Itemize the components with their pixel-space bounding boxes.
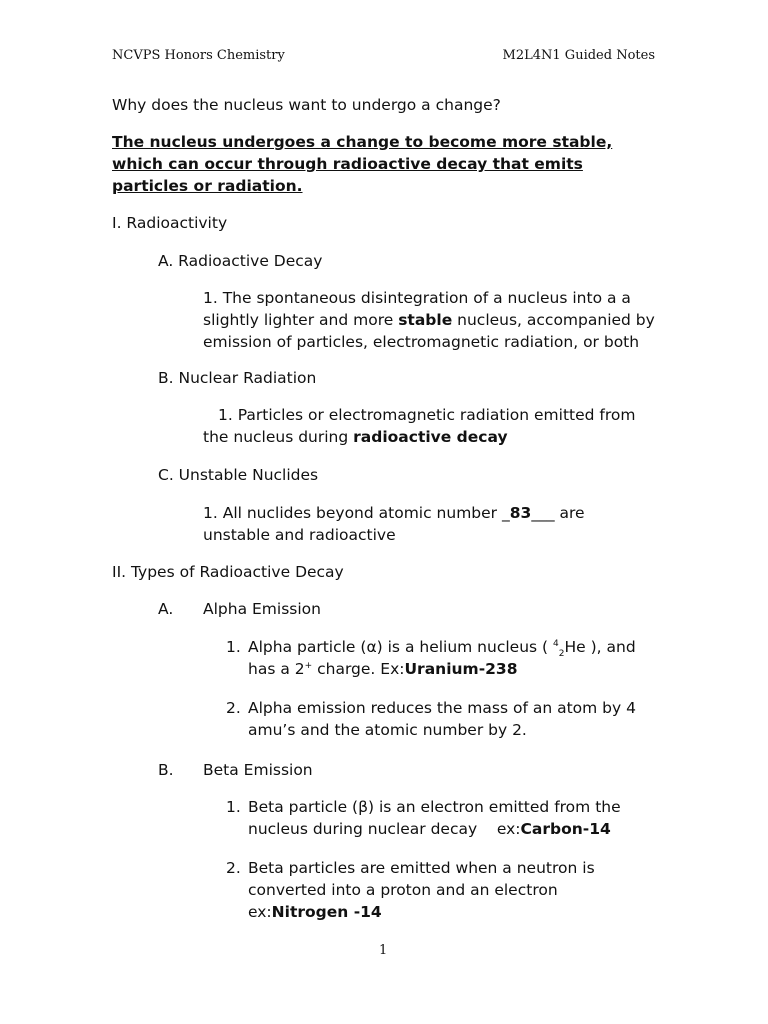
helium-notation: $^4_2$He xyxy=(553,638,586,660)
keyword: stable xyxy=(398,311,453,329)
subsection-label: B. xyxy=(158,761,174,779)
subsection-heading: Alpha Emission xyxy=(203,600,321,618)
answer-line: The nucleus undergoes a change to become more stable, xyxy=(112,133,613,151)
list-number: 2. xyxy=(226,859,241,877)
answer-blank-value: 83 xyxy=(509,504,532,522)
example: Carbon-14 xyxy=(520,820,611,838)
note-item: Alpha particle (α) is a helium nucleus ( $^4_2$He ), and has a 2+ charge. Ex:Uranium-238 xyxy=(248,638,636,678)
example: Uranium-238 xyxy=(404,660,518,678)
note-item: 1. All nuclides beyond atomic number _83___ are unstable and radioactive xyxy=(203,504,585,544)
example: Nitrogen -14 xyxy=(271,903,382,921)
subsection-heading: A. Radioactive Decay xyxy=(158,252,323,270)
header-doc-title: M2L4N1 Guided Notes xyxy=(502,48,655,63)
answer xyxy=(112,131,612,197)
answer-line: which can occur through radioactive decay that emits xyxy=(112,155,583,173)
subsection-heading: C. Unstable Nuclides xyxy=(158,466,319,484)
note-item: Beta particles are emitted when a neutron is converted into a proton and an electron ex:Nitrogen -14 xyxy=(248,859,595,921)
beta-symbol: β xyxy=(358,798,369,816)
subsection-label: A. xyxy=(158,600,174,618)
subsection-heading: Beta Emission xyxy=(203,761,313,779)
note-item: Beta particle (β) is an electron emitted from the nucleus during nuclear decay ex:Carbon-14 xyxy=(248,798,621,838)
question: Why does the nucleus want to undergo a change? xyxy=(112,96,501,114)
answer-line: particles or radiation. xyxy=(112,177,303,195)
note-item: 1. Particles or electromagnetic radiation emitted from the nucleus during radioactive decay xyxy=(203,406,636,446)
section-heading: I. Radioactivity xyxy=(112,214,228,232)
page-number: 1 xyxy=(379,943,388,958)
subsection-heading: B. Nuclear Radiation xyxy=(158,369,317,387)
note-item: 1. The spontaneous disintegration of a nucleus into a a slightly lighter and more stable nucleus, accompanied by emission of particles, electromagnetic radiation, or both xyxy=(203,289,655,351)
note-item: Alpha emission reduces the mass of an atom by 4 amu’s and the atomic number by 2. xyxy=(248,699,636,739)
list-number: 1. xyxy=(226,798,241,816)
header-course: NCVPS Honors Chemistry xyxy=(112,48,285,63)
list-number: 1. xyxy=(226,638,241,656)
keyword: radioactive decay xyxy=(353,428,508,446)
section-heading: II. Types of Radioactive Decay xyxy=(112,563,344,581)
alpha-symbol: α xyxy=(366,638,377,656)
list-number: 2. xyxy=(226,699,241,717)
